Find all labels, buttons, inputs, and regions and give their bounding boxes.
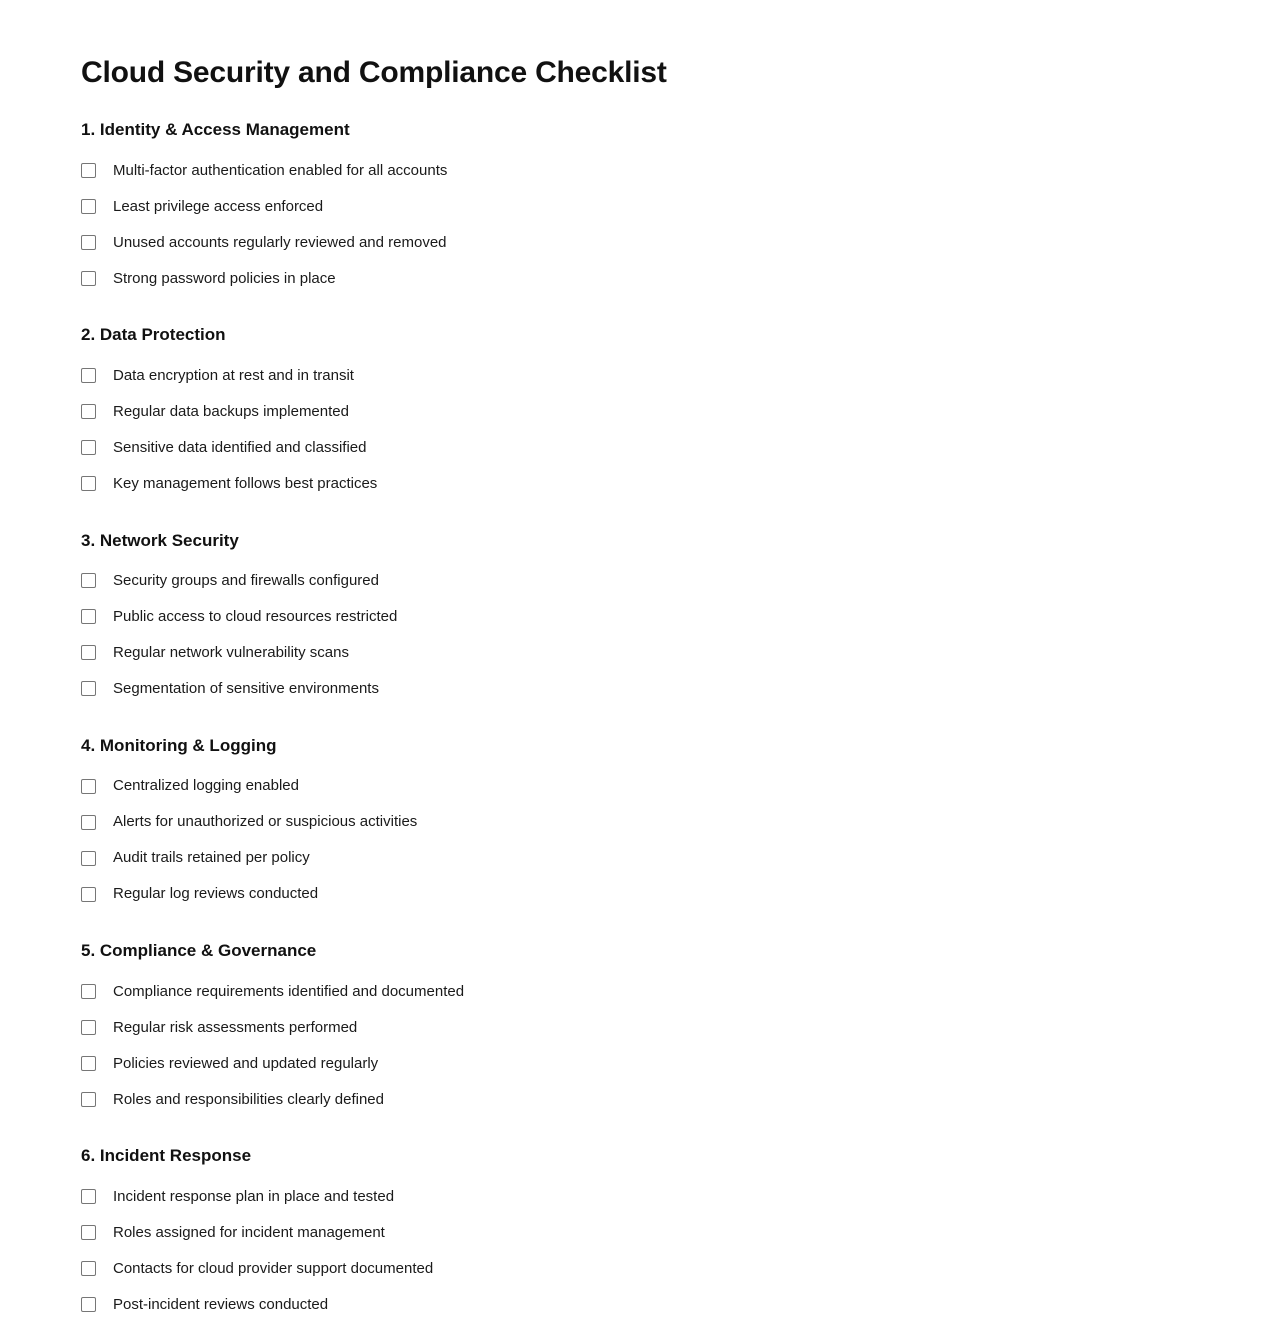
checklist-item[interactable] [81,466,1263,502]
checklist-item[interactable] [81,152,1263,188]
checkbox-icon[interactable] [81,1092,96,1107]
checklist-item-label: Post-incident reviews conducted [113,1295,329,1313]
checkbox-icon[interactable] [81,1297,96,1312]
page-title: Cloud Security and Compliance Checklist [81,56,667,89]
checklist-item-label: Incident response plan in place and tested [113,1187,395,1205]
checkbox-icon[interactable] [81,1020,96,1035]
checkbox-icon[interactable] [81,573,96,588]
checklist-item-label: Key management follows best practices [113,474,378,492]
checkbox-icon[interactable] [81,440,96,455]
checklist-item[interactable] [81,1287,1263,1323]
checklist-item[interactable] [81,635,1263,671]
checklist-section [81,735,1263,912]
checklist-item-list [81,768,1263,912]
checkbox-icon[interactable] [81,645,96,660]
checkbox-icon[interactable] [81,1056,96,1071]
checklist-item[interactable] [81,599,1263,635]
checkbox-icon[interactable] [81,404,96,419]
checklist-item[interactable] [81,1215,1263,1251]
section-heading: 5. Compliance & Governance [81,941,317,960]
section-heading: 6. Incident Response [81,1146,252,1166]
checklist-section [81,940,1263,1117]
checklist-item[interactable] [81,430,1263,466]
checklist-item[interactable] [81,768,1263,804]
checklist-item-list [81,1179,1263,1323]
checkbox-icon[interactable] [81,815,96,830]
checklist-item-label: Data encryption at rest and in transit [113,366,354,384]
checklist-item-label: Centralized logging enabled [113,777,299,795]
checklist-item-label: Segmentation of sensitive environments [113,680,379,697]
checklist-section [81,1145,1263,1322]
checklist-item[interactable] [81,671,1263,707]
checklist-item-label: Contacts for cloud provider support documented [113,1259,434,1277]
checklist-item-list [81,973,1263,1117]
checkbox-icon[interactable] [81,681,96,696]
checklist-item-label: Policies reviewed and updated regularly [113,1054,379,1072]
checkbox-icon[interactable] [81,609,96,624]
checkbox-icon[interactable] [81,199,96,214]
checklist-item[interactable] [81,1009,1263,1045]
checkbox-icon[interactable] [81,851,96,866]
checklist-section [81,324,1263,501]
checklist-item[interactable] [81,973,1263,1009]
checkbox-icon[interactable] [81,476,96,491]
section-heading: 3. Network Security [81,530,239,550]
checklist-sections [81,119,1263,1323]
checklist-item[interactable] [81,804,1263,840]
checklist-item-label: Regular risk assessments performed [113,1018,358,1036]
checklist-section [81,119,1263,296]
section-heading: 1. Identity & Access Management [81,120,350,139]
checkbox-icon[interactable] [81,1189,96,1204]
checklist-item-label: Sensitive data identified and classified [113,438,367,456]
checklist-item[interactable] [81,1081,1263,1117]
section-heading: 4. Monitoring & Logging [81,735,277,755]
checkbox-icon[interactable] [81,1261,96,1276]
checklist-item[interactable] [81,1045,1263,1081]
checklist-item-label: Unused accounts regularly reviewed and removed [113,233,447,251]
checklist-item-label: Regular network vulnerability scans [113,644,349,661]
checklist-item-list [81,563,1263,707]
checklist-item[interactable] [81,224,1263,260]
checklist-item-label: Least privilege access enforced [113,197,324,215]
checklist-item[interactable] [81,876,1263,912]
checkbox-icon[interactable] [81,271,96,286]
checklist-item[interactable] [81,188,1263,224]
checklist-item[interactable] [81,358,1263,394]
checkbox-icon[interactable] [81,887,96,902]
checklist-item-label: Multi-factor authentication enabled for all accounts [113,161,448,179]
checklist-item-label: Compliance requirements identified and documented [113,982,465,1000]
checklist-item[interactable] [81,1179,1263,1215]
checklist-item[interactable] [81,840,1263,876]
checklist-item-label: Regular data backups implemented [113,402,349,420]
checklist-item-label: Security groups and firewalls configured [113,572,379,589]
checklist-item-label: Strong password policies in place [113,269,336,287]
checklist-item-label: Roles assigned for incident management [113,1223,385,1241]
section-heading: 2. Data Protection [81,325,226,345]
checkbox-icon[interactable] [81,163,96,178]
checkbox-icon[interactable] [81,1225,96,1240]
checklist-item[interactable] [81,260,1263,296]
checklist-item-list [81,358,1263,502]
checklist-item-list [81,152,1263,296]
checklist-item-label: Public access to cloud resources restricted [113,608,398,625]
checklist-item[interactable] [81,563,1263,599]
checklist-item[interactable] [81,1251,1263,1287]
checkbox-icon[interactable] [81,984,96,999]
checklist-section [81,530,1263,707]
checklist-item-label: Alerts for unauthorized or suspicious activities [113,813,418,831]
checklist-item-label: Audit trails retained per policy [113,849,310,867]
checklist-item-label: Regular log reviews conducted [113,885,319,903]
checklist-item[interactable] [81,394,1263,430]
checklist-item-label: Roles and responsibilities clearly defined [113,1090,384,1108]
checkbox-icon[interactable] [81,368,96,383]
checkbox-icon[interactable] [81,235,96,250]
checkbox-icon[interactable] [81,779,96,794]
